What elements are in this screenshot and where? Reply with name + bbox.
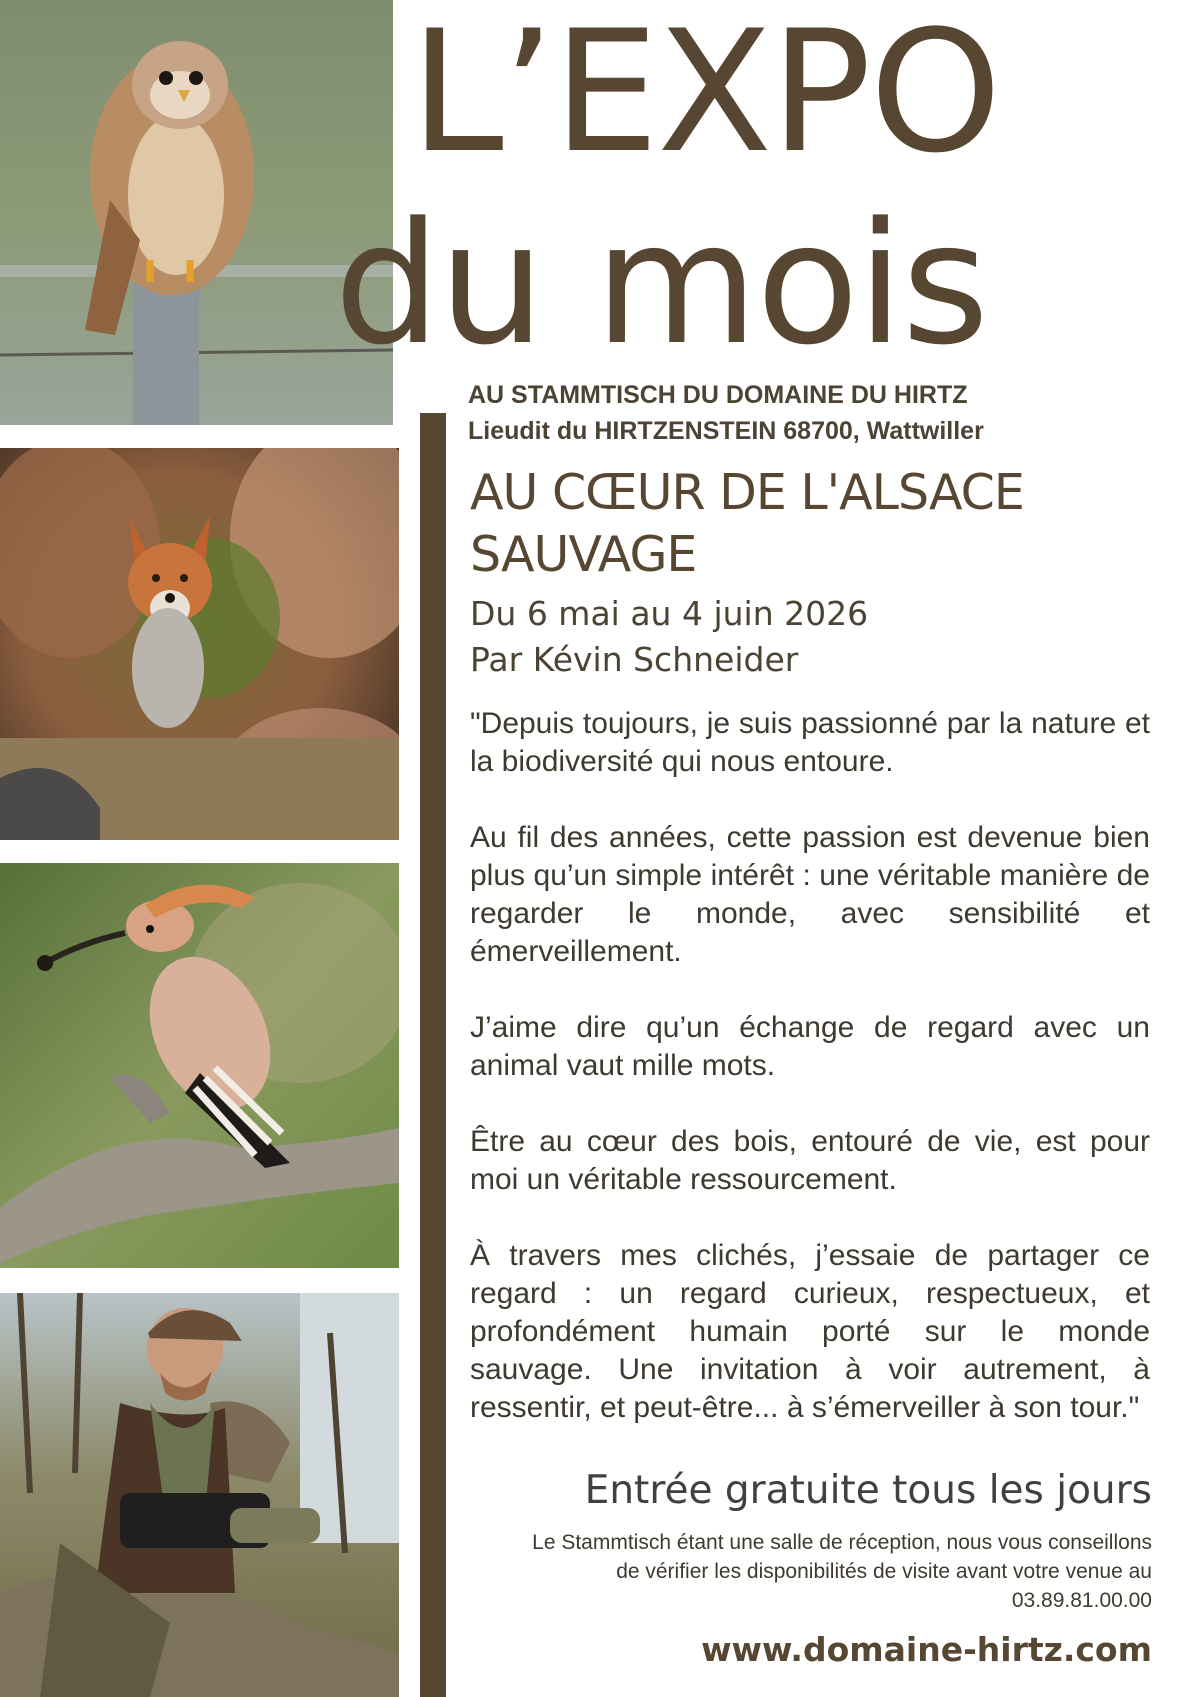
quote-paragraph: Être au cœur des bois, entouré de vie, est pour moi un véritable ressourcement. xyxy=(470,1125,1150,1196)
date-range: Du 6 mai au 4 juin 2026 xyxy=(470,594,869,633)
accent-bar xyxy=(420,413,446,1697)
theme-line-2: SAUVAGE xyxy=(470,526,697,583)
quote-paragraph: Au fil des années, cette passion est devenue bien plus qu’un simple intérêt : une véritable manière de regarder le monde, avec sensibilité et émerveillement. xyxy=(470,821,1150,968)
title-line-2: du mois xyxy=(334,186,988,382)
fox-photo xyxy=(0,448,399,840)
venue-name: AU STAMMTISCH DU DOMAINE DU HIRTZ xyxy=(468,381,968,409)
quote-paragraph: À travers mes clichés, j’essaie de partager ce regard : un regard curieux, respectueux, et profondément humain porté sur le monde sauvage. Une invitation à voir autrement, à ressentir, et peut-être... à s’émerveiller à son tour." xyxy=(470,1239,1150,1424)
title-line-1: L’EXPO xyxy=(410,0,1000,190)
website-link[interactable]: www.domaine-hirtz.com xyxy=(701,1630,1152,1669)
quote-paragraph: "Depuis toujours, je suis passionné par la nature et la biodiversité qui nous entoure. xyxy=(470,707,1150,778)
free-entry-heading: Entrée gratuite tous les jours xyxy=(584,1468,1152,1513)
photographer-photo xyxy=(0,1293,399,1697)
author-credit: Par Kévin Schneider xyxy=(470,640,799,679)
hoopoe-photo xyxy=(0,863,399,1268)
exhibition-theme xyxy=(470,462,1170,586)
venue-address: Lieudit du HIRTZENSTEIN 68700, Wattwiller xyxy=(468,417,984,445)
artist-quote xyxy=(470,705,1150,1465)
quote-paragraph: J’aime dire qu’un échange de regard avec un animal vaut mille mots. xyxy=(470,1011,1150,1082)
visit-notice: Le Stammtisch étant une salle de réception, nous vous conseillons de vérifier les disponibilités de visite avant votre venue au 03.89.81.00.00 xyxy=(532,1531,1152,1612)
theme-line-1: AU CŒUR DE L'ALSACE xyxy=(470,464,1024,521)
